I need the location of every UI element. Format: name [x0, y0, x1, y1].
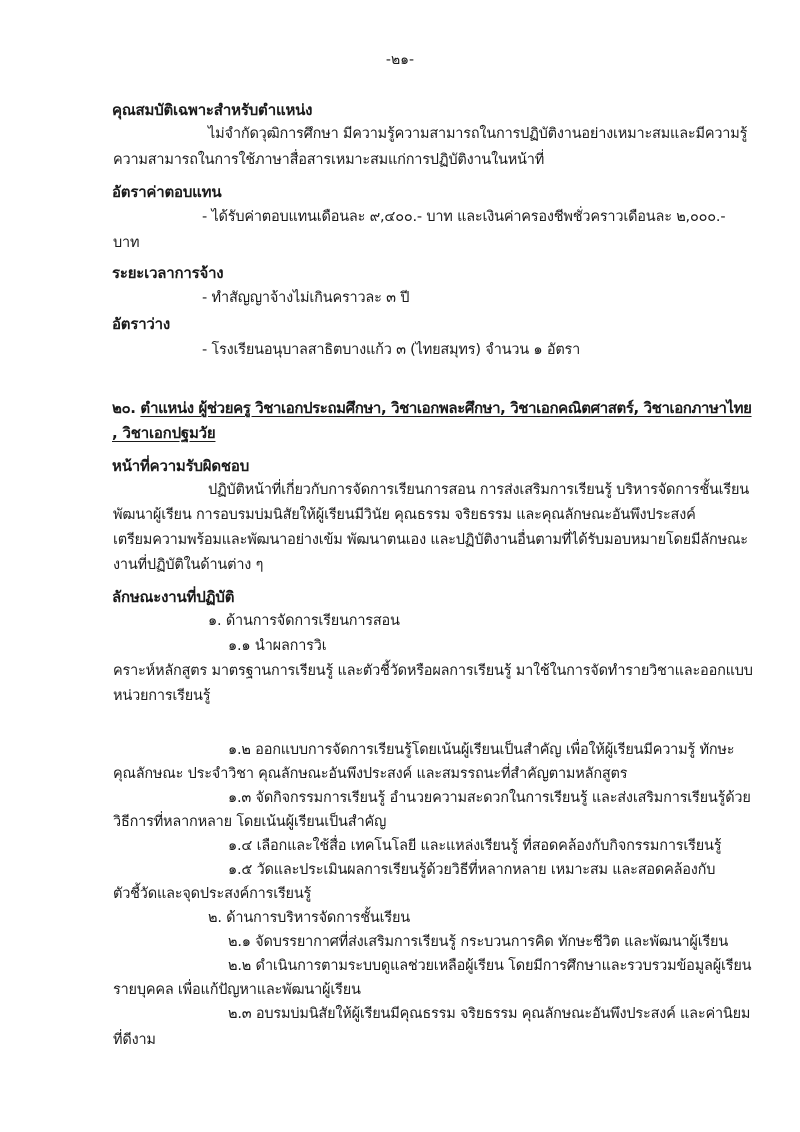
compensation-line-1: - ได้รับค่าตอบแทนเดือนละ ๙,๔๐๐.- บาท และเงินค่าครองชีพชั่วคราวเดือนละ ๒,๐๐๐.- [202, 209, 726, 225]
duties-item-1-2-a: ๑.๒ ออกแบบการจัดการเรียนรู้โดยเน้นผู้เรียนเป็นสำคัญ เพื่อให้ผู้เรียนมีความรู้ ทักษะ [228, 742, 735, 758]
employment-period-heading: ระยะเวลาการจ้าง [112, 264, 224, 282]
responsibilities-line-4: งานที่ปฏิบัติในด้านต่าง ๆ [113, 557, 264, 573]
qualifications-line-2: ความสามารถในการใช้ภาษาสื่อสารเหมาะสมแก่การปฏิบัติงานในหน้าที่ [113, 152, 545, 168]
qualifications-heading: คุณสมบัติเฉพาะสำหรับตำแหน่ง [112, 101, 313, 119]
responsibilities-line-3: เตรียมความพร้อมและพัฒนาอย่างเข้ม พัฒนาตนเอง และปฏิบัติงานอื่นตามที่ได้รับมอบหมายโดยมีลักษณะ [113, 532, 748, 548]
position-number: ๒๐. [112, 399, 136, 417]
responsibilities-line-2: พัฒนาผู้เรียน การอบรมบ่มนิสัยให้ผู้เรียนมีวินัย คุณธรรม จริยธรรม และคุณลักษณะอันพึงประสงค์ [113, 507, 696, 523]
duties-section-1-title: ๑. ด้านการจัดการเรียนการสอน [208, 613, 400, 629]
duties-heading: ลักษณะงานที่ปฏิบัติ [112, 588, 235, 606]
duties-item-2-2-a: ๒.๒ ดำเนินการตามระบบดูแลช่วยเหลือผู้เรียน โดยมีการศึกษาและรวบรวมข้อมูลผู้เรียน [228, 958, 752, 974]
duties-item-2-3-a: ๒.๓ อบรมบ่มนิสัยให้ผู้เรียนมีคุณธรรม จริยธรรม คุณลักษณะอันพึงประสงค์ และค่านิยม [228, 1006, 751, 1022]
page-number: -๒๑- [385, 52, 415, 68]
duties-section-2-title: ๒. ด้านการบริหารจัดการชั้นเรียน [208, 910, 410, 926]
duties-item-2-1: ๒.๑ จัดบรรยากาศที่ส่งเสริมการเรียนรู้ กระบวนการคิด ทักษะชีวิต และพัฒนาผู้เรียน [228, 934, 729, 950]
compensation-line-2: บาท [113, 235, 140, 251]
duties-item-1-1-a: ๑.๑ นำผลการวิเ [228, 638, 327, 654]
duties-item-1-1-b: คราะห์หลักสูตร มาตรฐานการเรียนรู้ และตัวชี้วัดหรือผลการเรียนรู้ มาใช้ในการจัดทำรายวิชาและออกแบบ [113, 663, 753, 679]
responsibilities-heading: หน้าที่ความรับผิดชอบ [112, 457, 250, 475]
vacancy-heading: อัตราว่าง [112, 315, 170, 333]
vacancy-line: - โรงเรียนอนุบาลสาธิตบางแก้ว ๓ (ไทยสมุทร) จำนวน ๑ อัตรา [202, 342, 581, 358]
qualifications-line-1: ไม่จำกัดวุฒิการศึกษา มีความรู้ความสามารถในการปฏิบัติงานอย่างเหมาะสมและมีความรู้ [208, 126, 748, 142]
duties-item-1-1-c: หน่วยการเรียนรู้ [113, 688, 211, 704]
position-title-line-2: , วิชาเอกปฐมวัย [112, 424, 216, 442]
responsibilities-line-1: ปฏิบัติหน้าที่เกี่ยวกับการจัดการเรียนการสอน การส่งเสริมการเรียนรู้ บริหารจัดการชั้นเรียน [208, 482, 750, 498]
duties-item-1-4: ๑.๔ เลือกและใช้สื่อ เทคโนโลยี และแหล่งเรียนรู้ ที่สอดคล้องกับกิจกรรมการเรียนรู้ [228, 838, 722, 854]
compensation-heading: อัตราค่าตอบแทน [112, 183, 222, 201]
duties-item-1-5-a: ๑.๕ วัดและประเมินผลการเรียนรู้ด้วยวิธีที่หลากหลาย เหมาะสม และสอดคล้องกับ [228, 862, 716, 878]
duties-item-2-3-b: ที่ดีงาม [113, 1032, 156, 1048]
duties-item-1-2-b: คุณลักษณะ ประจำวิชา คุณลักษณะอันพึงประสงค์ และสมรรถนะที่สำคัญตามหลักสูตร [113, 766, 628, 782]
position-title-line-1 [112, 398, 752, 418]
employment-period-line: - ทำสัญญาจ้างไม่เกินคราวละ ๓ ปี [202, 290, 410, 306]
duties-item-1-3-a: ๑.๓ จัดกิจกรรมการเรียนรู้ อำนวยความสะดวกในการเรียนรู้ และส่งเสริมการเรียนรู้ด้วย [228, 790, 751, 806]
duties-item-2-2-b: รายบุคคล เพื่อแก้ปัญหาและพัฒนาผู้เรียน [113, 982, 361, 998]
position-title: ตำแหน่ง ผู้ช่วยครู วิชาเอกประถมศึกษา, วิชาเอกพละศึกษา, วิชาเอกคณิตศาสตร์, วิชาเอกภาษาไทย [140, 399, 752, 417]
duties-item-1-5-b: ตัวชี้วัดและจุดประสงค์การเรียนรู้ [113, 886, 312, 902]
duties-item-1-3-b: วิธีการที่หลากหลาย โดยเน้นผู้เรียนเป็นสำคัญ [113, 814, 387, 830]
